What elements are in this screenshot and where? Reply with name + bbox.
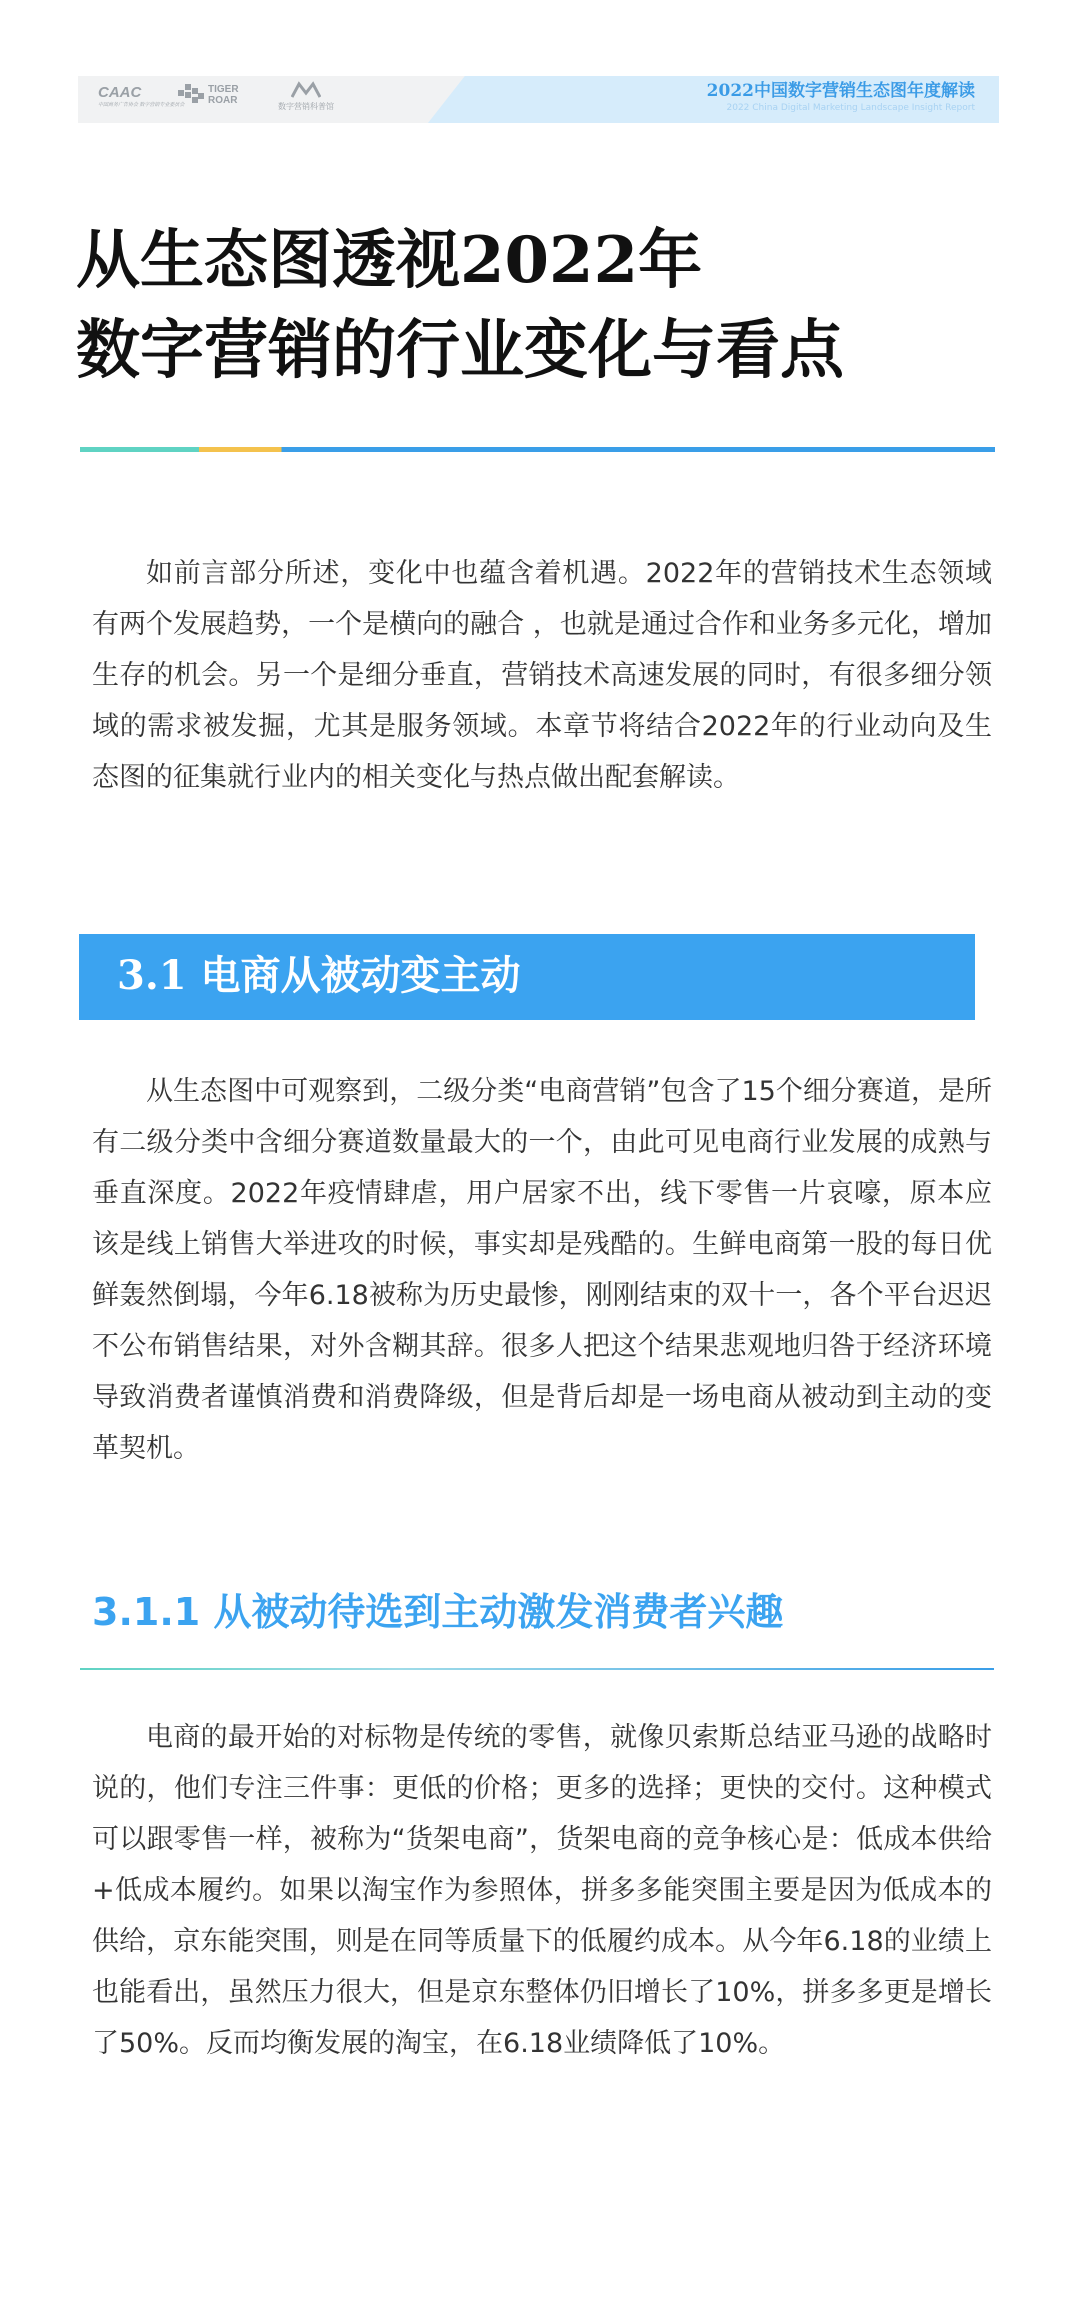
m-logo <box>278 81 334 112</box>
tiger-text: TIGER <box>208 84 239 95</box>
banner-title-en: 2022 China Digital Marketing Landscape Insight Report <box>726 103 975 113</box>
report-header-banner <box>78 76 999 123</box>
roar-text: ROAR <box>208 95 238 106</box>
tiger-roar-logo <box>178 82 239 108</box>
section-3-1-title: 3.1 电商从被动变主动 <box>117 952 521 999</box>
section-3-1-1-title: 3.1.1 从被动待选到主动激发消费者兴趣 <box>92 1590 784 1634</box>
caac-logo-subtext: 中国商务广告协会 数字营销专业委员会 <box>98 102 185 108</box>
page-title-line-2: 数字营销的行业变化与看点 <box>76 313 844 388</box>
m-mountain-icon <box>291 81 321 99</box>
section-3-1-1-paragraph: 电商的最开始的对标物是传统的零售，就像贝索斯总结亚马逊的战略时说的，他们专注三件事：更低的价格；更多的选择；更快的交付。这种模式可以跟零售一样，被称为“货架电商”，货架电商的竞争核心是：低成本供给+低成本履约。如果以淘宝作为参照体，拼多多能突围主要是因为低成本的供给，京东能突围，则是在同等质量下的低履约成本。从今年6.18的业绩上也能看出，虽然压力很大，但是京东整体仍旧增长了10%，拼多多更是增长了50%。反而均衡发展的淘宝，在6.18业绩降低了10%。 <box>92 1722 992 2059</box>
section-3-1-1-divider <box>80 1668 994 1670</box>
m-logo-text: 数字营销科普馆 <box>278 102 334 111</box>
caac-logo <box>98 84 184 108</box>
section-3-1-paragraph: 从生态图中可观察到，二级分类“电商营销”包含了15个细分赛道，是所有二级分类中含细分赛道数量最大的一个，由此可见电商行业发展的成熟与垂直深度。2022年疫情肆虐，用户居家不出，线下零售一片哀嚎，原本应该是线上销售大举进攻的时候，事实却是残酷的。生鲜电商第一股的每日优鲜轰然倒塌，今年6.18被称为历史最惨，刚刚结束的双十一，各个平台迟迟不公布销售结果，对外含糊其辞。很多人把这个结果悲观地归咎于经济环境导致消费者谨慎消费和消费降级，但是背后却是一场电商从被动到主动的变革契机。 <box>92 1076 992 1464</box>
banner-report-title <box>707 80 975 114</box>
banner-title-cn: 2022中国数字营销生态图年度解读 <box>706 81 975 101</box>
page-title <box>76 216 1016 396</box>
tiger-roar-mark-icon <box>178 82 204 108</box>
section-3-1-header <box>79 934 975 1020</box>
caac-logo-text: CAAC <box>98 84 142 101</box>
intro-paragraph: 如前言部分所述，变化中也蕴含着机遇。2022年的营销技术生态领域有两个发展趋势，一个是横向的融合 ，也就是通过合作和业务多元化，增加生存的机会。另一个是细分垂直，营销技术高速发展的同时，有很多细分领域的需求被发掘，尤其是服务领域。本章节将结合2022年的行业动向及生态图的征集就行业内的相关变化与热点做出配套解读。 <box>92 558 992 793</box>
page-title-line-1: 从生态图透视2022年 <box>76 223 703 298</box>
title-divider <box>80 447 995 452</box>
